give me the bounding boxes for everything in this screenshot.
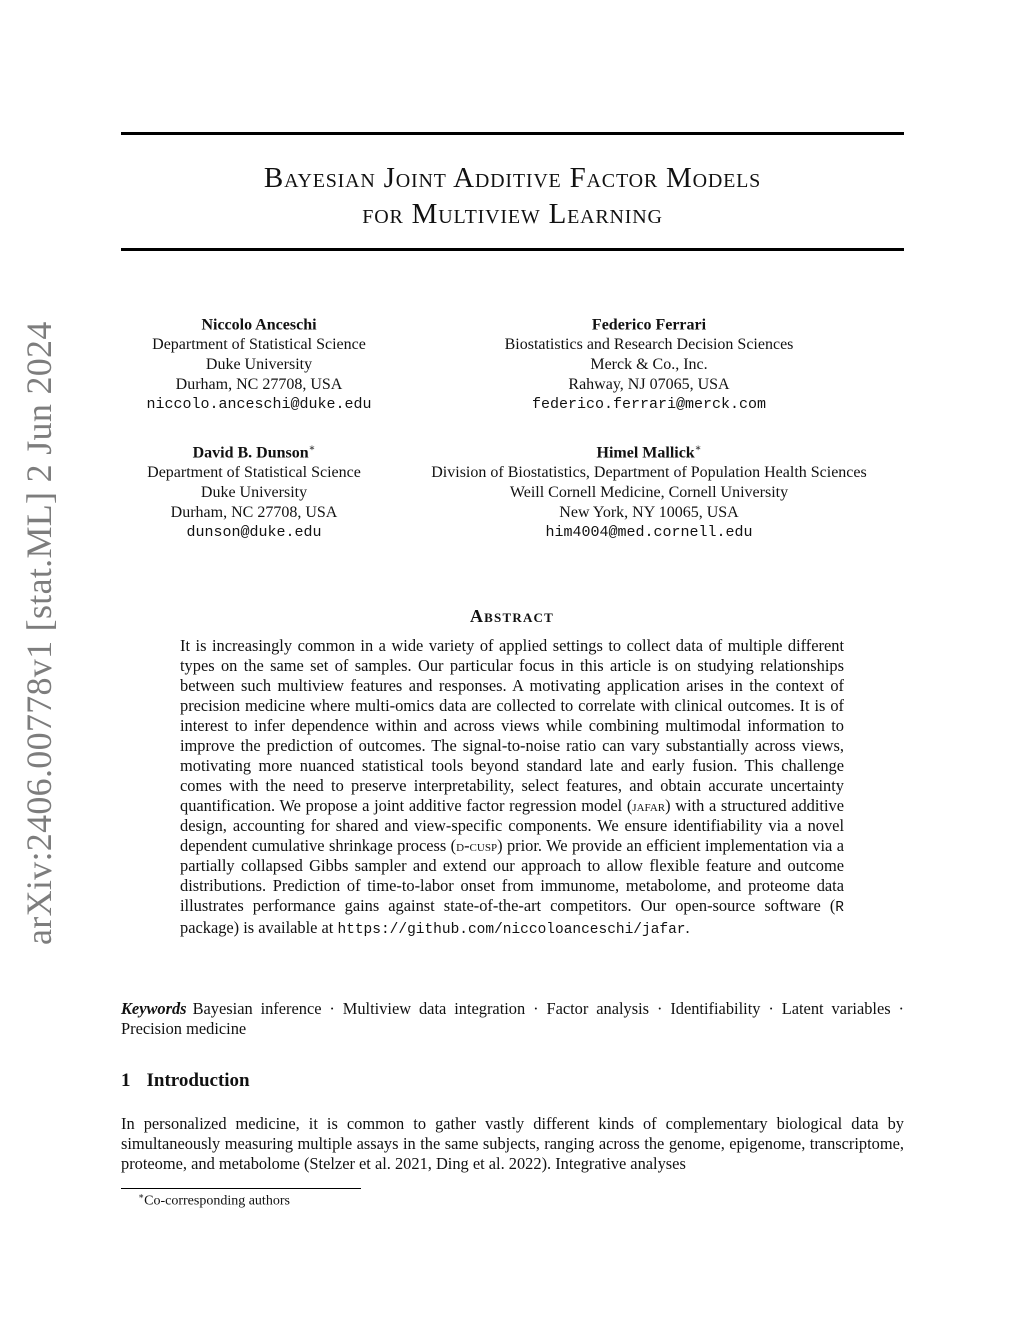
author-institution: Duke University — [205, 356, 313, 374]
title-line-2: for Multiview Learning — [362, 198, 663, 230]
author-address: New York, NY 10065, USA — [559, 504, 739, 522]
jafar-acronym: jafar — [632, 796, 666, 815]
title-rule-bottom — [121, 248, 904, 251]
author-name: Federico Ferrari — [591, 316, 707, 334]
author-institution: Duke University — [200, 484, 308, 502]
r-package-label: R — [835, 900, 844, 916]
introduction-text: In personalized medicine, it is common to gather vastly different kinds of complementary biological data by simultaneously measuring multiple assays in the same subjects, ranging across the genome, epigenome, transcriptome, proteome, and metabolome (Stelzer et al. 2021, Ding et al. 2022). Integrative analyses — [121, 1114, 904, 1173]
paper-title — [121, 160, 904, 232]
section-title: Introduction — [146, 1070, 250, 1091]
section-number: 1 — [121, 1070, 131, 1091]
author-affiliation: Division of Biostatistics, Department of Population Health Sciences — [431, 464, 867, 482]
author-block-1 — [128, 311, 390, 415]
author-email[interactable]: him4004@med.cornell.edu — [545, 524, 753, 542]
author-name: Niccolo Anceschi — [201, 316, 317, 334]
abstract-heading: Abstract — [469, 606, 554, 626]
author-block-3 — [124, 439, 384, 543]
footnote-mark: ∗ — [138, 1191, 145, 1201]
author-email[interactable]: federico.ferrari@merck.com — [531, 396, 767, 414]
footnote-text: Co-corresponding authors — [144, 1193, 290, 1209]
footnote-rule — [121, 1188, 361, 1189]
author-address: Rahway, NJ 07065, USA — [568, 376, 730, 394]
title-rule-top — [121, 132, 904, 135]
keywords — [121, 999, 904, 1039]
author-institution: Weill Cornell Medicine, Cornell University — [509, 484, 789, 502]
author-address: Durham, NC 27708, USA — [175, 376, 343, 394]
section-heading — [121, 1070, 250, 1092]
author-email[interactable]: niccolo.anceschi@duke.edu — [146, 396, 372, 414]
author-affiliation: Department of Statistical Science — [152, 336, 366, 354]
author-block-2 — [478, 311, 820, 415]
abstract-text: It is increasingly common in a wide variety of applied settings to collect data of multiple different types on the same set of samples. Our particular focus in this article is on studying relationships between such multiview features and responses. A motivating application arises in the context of precision medicine where multi-omics data are collected to correlate with clinical outcomes. It is of interest to infer dependence within and across views while combining multimodal information to improve the prediction of outcomes. The signal-to-noise ratio can vary substantially across views, motivating more nuanced statistical tools beyond standard late and early fusion. This challenge comes with the need to preserve interpretability, select features, and obtain accurate uncertainty quantification. We propose a joint additive factor regression model (jafar) with a structured additive design, accounting for shared and view-specific components. We ensure identifiability via a novel dependent cumulative shrinkage process (d-cusp) prior. We provide an efficient implementation via a partially collapsed Gibbs sampler and extend our approach to allow flexible feature and outcome distributions. Prediction of time-to-labor onset from immunome, metabolome, and proteome data illustrates performance gains against state-of-the-art competitors. Our open-source software (R package) is available at https://github.com/niccoloanceschi/jafar. — [180, 636, 844, 938]
software-url-link[interactable]: https://github.com/niccoloanceschi/jafar — [337, 922, 686, 938]
author-address: Durham, NC 27708, USA — [170, 504, 338, 522]
author-affiliation: Department of Statistical Science — [147, 464, 361, 482]
author-block-4 — [390, 439, 908, 543]
footnote — [138, 1191, 290, 1210]
author-affiliation: Biostatistics and Research Decision Sciences — [504, 336, 794, 354]
keywords-label: Keywords — [121, 999, 187, 1018]
author-institution: Merck & Co., Inc. — [590, 356, 708, 374]
title-line-1: Bayesian Joint Additive Factor Models — [263, 162, 762, 194]
author-name: Himel Mallick∗ — [596, 443, 702, 462]
dcusp-acronym: d-cusp — [456, 836, 498, 855]
author-name: David B. Dunson∗ — [192, 443, 316, 462]
arxiv-identifier: arXiv:2406.00778v1 [stat.ML] 2 Jun 2024 — [19, 321, 59, 945]
author-email[interactable]: dunson@duke.edu — [186, 524, 322, 542]
keywords-list: Bayesian inference · Multiview data integration · Factor analysis · Identifiability · Latent variables · Precision medicine — [121, 999, 904, 1038]
